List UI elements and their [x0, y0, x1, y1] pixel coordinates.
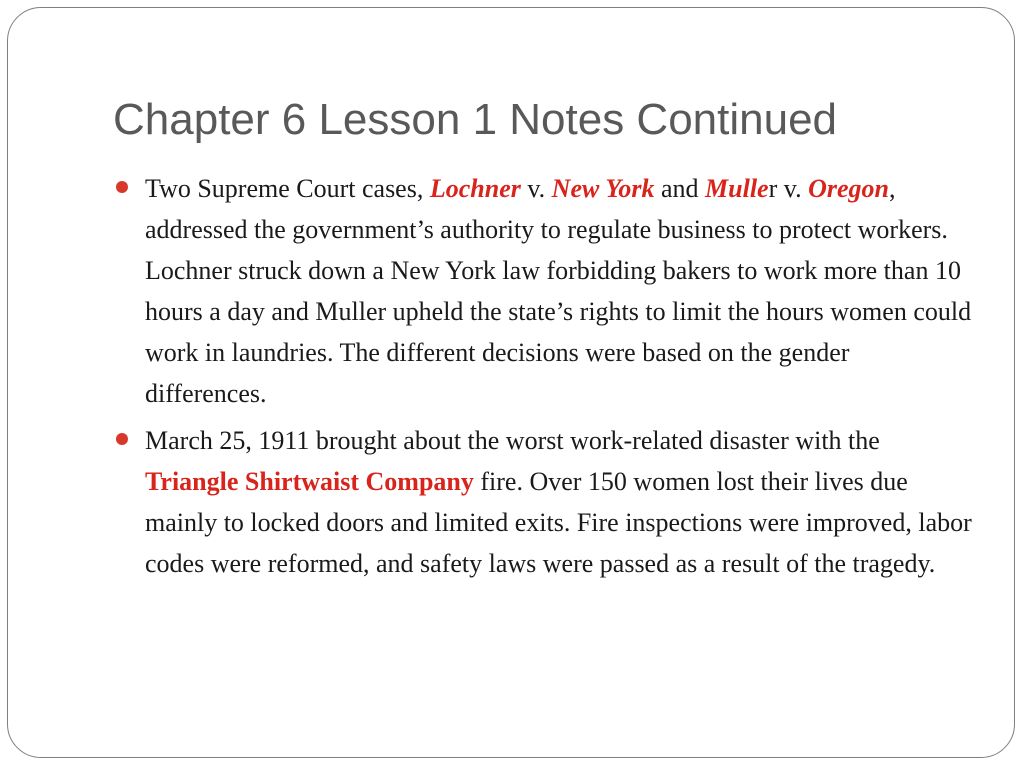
bullet-item-court-cases — [113, 168, 973, 414]
bullet-dot-icon — [116, 181, 128, 193]
bullet-text: , addressed the government’s authority to regulate business to protect workers. Lochner struck down a New York law forbidding bakers to work more than 10 hours a day and Muller upheld the state’s rights to limit the hours women could work in laundries. The different decisions were based on the gender differences. — [145, 174, 972, 408]
bullet-text: and — [654, 174, 706, 203]
bullet-text: fire. Over 150 women lost their lives due mainly to locked doors and limited exits. Fire inspections were improved, labor codes were reformed, and safety laws were passed as a result of the tragedy. — [145, 467, 972, 578]
bullet-item-triangle-fire — [113, 420, 973, 584]
case-name-oregon: Oregon — [808, 174, 889, 203]
case-name-muller: Mulle — [705, 174, 769, 203]
company-name-triangle: Triangle Shirtwaist Company — [145, 467, 474, 496]
case-name-lochner: Lochner — [429, 174, 521, 203]
bullet-text: v. — [520, 174, 552, 203]
bullet-text: r v. — [768, 174, 809, 203]
case-name-new-york: New York — [551, 174, 655, 203]
bullet-dot-icon — [116, 433, 128, 445]
bullet-text: March 25, 1911 brought about the worst work-related disaster with the — [145, 426, 880, 455]
slide-title: Chapter 6 Lesson 1 Notes Continued — [113, 95, 838, 144]
bullet-text: Two Supreme Court cases, — [145, 174, 430, 203]
bullet-list — [113, 168, 973, 590]
